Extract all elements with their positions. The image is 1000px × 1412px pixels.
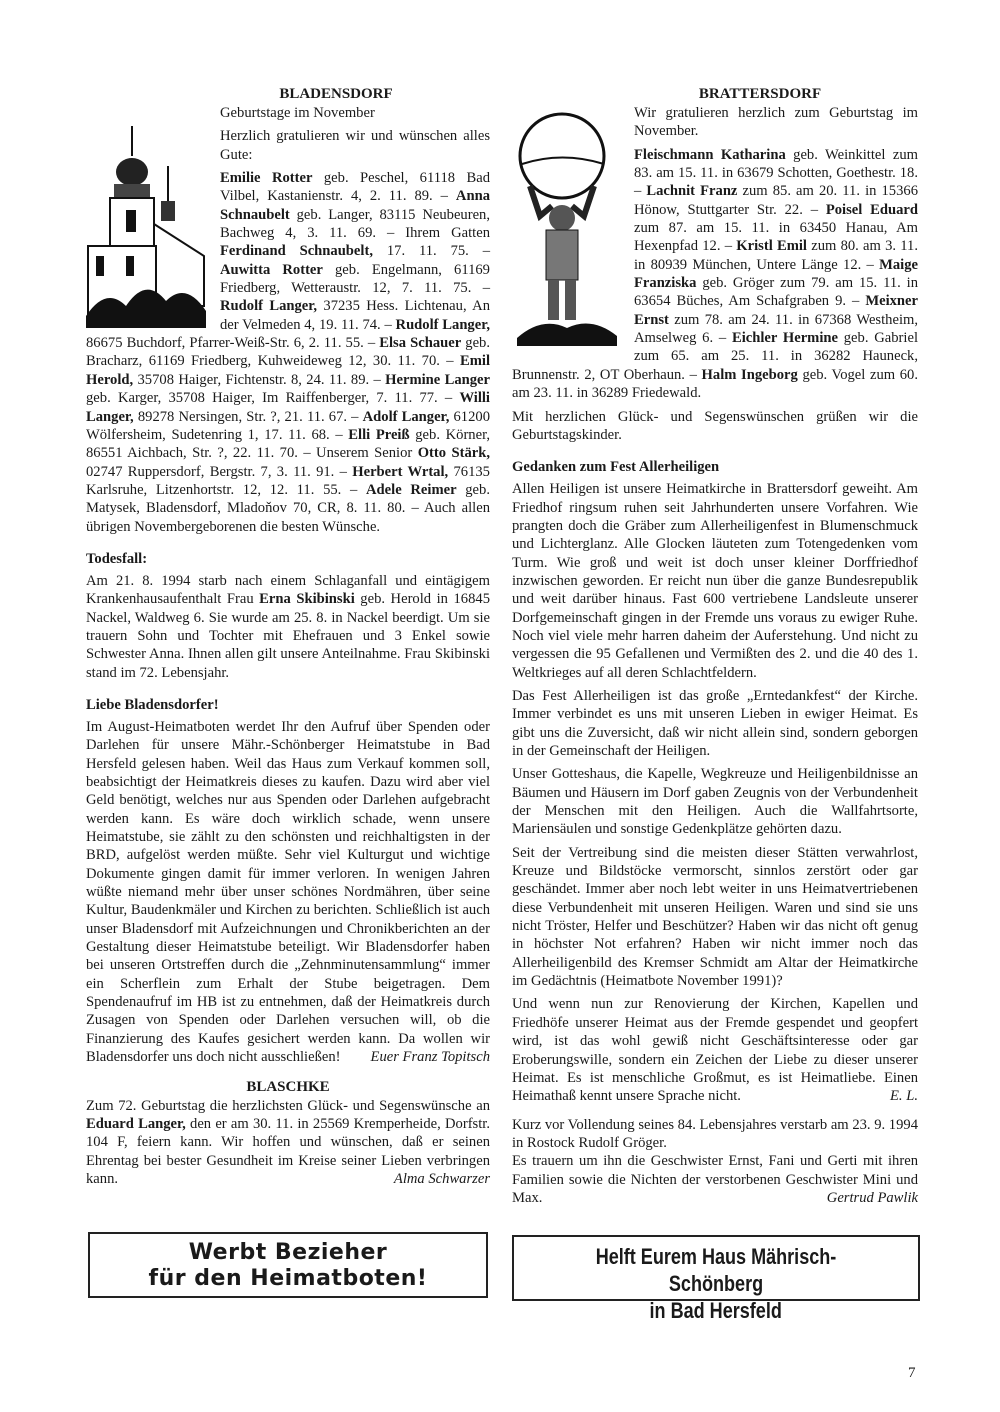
person-name: Anna Schnaubelt (220, 188, 490, 223)
text-segment: geb. Vogel zum 60. am 23. 11. in 36289 Friedewald. (512, 366, 919, 402)
subtitle: Geburtstage im November (220, 105, 375, 121)
person-name: Rudolf Langer, (395, 316, 490, 333)
text-segment: 35708 Haiger, Fichtenstr. 8, 24. 11. 89. – (133, 371, 386, 388)
person-name: Elsa Schauer (379, 335, 462, 352)
appeal-text (86, 718, 490, 1067)
section-title-liebe-bladensdorfer: Liebe Bladensdorfer! (86, 696, 219, 713)
person-name: Poisel Eduard (825, 201, 918, 218)
person-name: Emil Herold, (86, 353, 490, 388)
left-column (86, 84, 490, 1193)
ad-box-helft-eurem-haus (512, 1235, 920, 1323)
text-segment: 17. 11. 75. – (372, 243, 490, 260)
text-segment: 61200 Wölfersheim, Sudetenring 1, 17. 11. 68. – (86, 408, 490, 443)
text-segment: 86675 Buchdorf, Pfarrer-Weiß-Str. 6, 2. 11. 55. – (86, 335, 380, 352)
text-segment: Im August-Heimatboten werdet Ihr den Aufruf über Spenden oder Darlehen für unsere Mähr.-Schönberger Heimatstube in Bad Hersfeld gelesen haben. Weil das Haus zum Verkauf kommen soll, beabsichtigt der Heimatkreis dieses zu kaufen. Dazu wird aber viel Geld benötigt, welches nur aus Spenden oder Darlehen aufgebracht werden kann. Es wäre doch wirklich schade, wenn unsere Heimatstube, sie zählt zu den schönsten und reichhaltigsten in der BRD, aufgelöst werden müßte. Sehr viel Kulturgut und wichtige Dokumente gingen damit für immer verloren. In wenigen Jahren wüßte niemand mehr über unser schönes Nordmähren, über seine Kultur, Baudenkmäler und Kirchen zu berichten. Schließlich ist auch unser Bladensdorf mit Aufzeichnungen und Chronikberichten an der Gestaltung dieser Heimatstube beteiligt. Wir Bladensdorfer haben bei unseren Ortstreffen durch die „Zehnminutensammlung“ immer ein Scherflein zum Erhalt der Stube beigetragen. Dem Spendenaufruf im HB ist zu entnehmen, daß der Heimatkreis durch Zusagen von Spenden oder Darlehen versuchen will, ob die Finanzierung des Kaufes gesichert werden kann. Da wollen wir Bladensdorfer uns doch nicht ausschließen! (86, 718, 490, 1066)
section-title-blaschke: BLASCHKE (246, 1078, 330, 1095)
text-segment: geb. Langer, 83115 Neubeuren, Bachweg 4, 3. 11. 69. – Ihrem Gatten (220, 206, 490, 242)
section-title-allerheiligen: Gedanken zum Fest Allerheiligen (512, 459, 720, 476)
text-segment: 76135 Karlsruhe, Litzenhortstr. 12, 12. 11. 55. – (86, 463, 490, 498)
intro-text: Wir gratulieren herzlich zum Geburtstag im November. (634, 105, 918, 140)
allerheiligen-paragraph: Allen Heiligen ist unsere Heimatkirche in Brattersdorf geweiht. Am Friedhof ringsum ruhen seit Jahrhunderten unsere Vorfahren. Wie prangten doch die Gräber zum Allerheiligenfest in Blumenschmuck und Lichterglanz. Alle Glocken läuteten zum Totengedenken vom Turm. Wie groß und weit ist doch unser kleiner Dorffriedhof inzwischen geworden. Er reicht nun über die ganze Bundesrepublik und weit darüber hinaus. Fast 600 vertriebene Landsleute unserer Dorfgemeinschaft gingen in der Fremde uns voraus zu ewiger Ruhe. Noch viel viele mehr harren daheim der Auferstehung. Und nicht zu vergessen die 95 Gefallenen und Vermißten des 2. und die 40 des 1. Weltkrieges auf all deren Schlachtfeldern. (512, 481, 918, 681)
text-segment: 02747 Ruppersdorf, Bergstr. 7, 3. 11. 91. – (86, 463, 353, 480)
text-segment: den er am 30. 11. in 25569 Kremperheide, Dorfstr. 104 F, feiern kann. Wir hoffen und wünschen, daß er seinen Ehrentag bei bester Gesundheit im Kreise seiner Lieben verbringen kann. (86, 1115, 490, 1187)
allerheiligen-paragraph: Seit der Vertreibung sind die meisten dieser Stätten verwahrlost, Kreuze und Bildstöcke vermorscht, sinnlos zerstört oder gar geschändet. Immer aber noch lebt weiter in uns Heimatvertriebenen diese Verbundenheit mit unseren Heiligen. Waren und sind sie uns nicht Tröster, Helfer und Beschützer? Haben wir das nicht oft genug in höchster Not erfahren? Haben wir nicht immer noch das Allerheiligenbild des Kremser Schmidt am Altar der Heimatkirche im Gedächtnis (Heimatbote November 1991)? (512, 844, 918, 990)
person-name: Ferdinand Schnaubelt, (220, 243, 373, 260)
ad-line: für den Heimatboten! (148, 1266, 428, 1291)
text-segment: 89278 Nersingen, Str. ?, 21. 11. 67. – (133, 408, 363, 425)
page-number: 7 (908, 1365, 916, 1381)
text-segment: geb. Peschel, 61118 Bad Vilbel, Kastanienstr. 4, 2. 11. 89. – (220, 170, 490, 205)
right-column (512, 84, 918, 1212)
intro-text: Herzlich gratulieren wir und wünschen alles Gute: (220, 128, 490, 163)
death-notice-text: Kurz vor Vollendung seines 84. Lebensjahres verstarb am 23. 9. 1994 in Rostock Rudolf Gröger. (512, 1116, 918, 1151)
person-name: Hermine Langer (385, 371, 490, 388)
text-segment: zum 85. am 20. 11. in 15366 Hönow, Stuttgarter Str. 22. – (634, 183, 918, 218)
allerheiligen-paragraph: Unser Gotteshaus, die Kapelle, Wegkreuze und Heiligenbildnisse an Bäumen und Häusern im Dorf gaben Zeugnis von der Verbundenheit der Menschen mit den Heiligen. Auch die Wallfahrtsorte, Mariensäulen und sonstige Gedenkplätze gehörten dazu. (512, 766, 918, 838)
section-title-todesfall: Todesfall: (86, 550, 148, 567)
person-name: Otto Stärk, (417, 445, 490, 462)
text-segment: geb. Karger, 35708 Haiger, Im Raiffenberger, 7. 11. 77. – (86, 390, 460, 407)
person-name: Emilie Rotter (220, 170, 313, 187)
signature: E. L. (890, 1088, 918, 1105)
person-name: Elli Preiß (348, 426, 410, 443)
person-name: Lachnit Franz (646, 183, 738, 200)
person-name: Erna Skibinski (259, 591, 355, 608)
text-segment: Zum 72. Geburtstag die herzlichsten Glück- und Segenswünsche an (86, 1097, 490, 1114)
person-name: Auwitta Rotter (220, 261, 323, 278)
text-segment: geb. Herold in 16845 Nackel, Waldweg 6. Sie wurde am 25. 8. in Nackel beerdigt. Um sie trauern Sohn und Tochter mit Ehefrauen und 3 Enkel sowie Schwester Anna. Ihnen allen gilt unsere Anteilnahme. Frau Skibinski stand im 72. Lebensjahr. (86, 591, 490, 681)
person-name: Rudolf Langer, (220, 298, 318, 315)
person-name: Meixner Ernst (634, 293, 918, 328)
signature: Alma Schwarzer (393, 1170, 490, 1187)
person-name: Fleischmann Katharina (634, 146, 786, 163)
allerheiligen-paragraph: Und wenn nun zur Renovierung der Kirchen, Kapellen und Friedhöfe unserer Heimat aus der Fremde gespendet und geopfert wird, ist das wohl gewiß nicht Geschäftsinteresse oder gar Eroberungswille, sondern ein Zeichen der Liebe zu dieser unserer Heimat. Es ist menschliche Großmut, es ist Heimatliebe. Einen Heimathaß kennt unsere Sprache nicht. E. L. (512, 996, 918, 1105)
section-title-brattersdorf: BRATTERSDORF (698, 86, 822, 102)
person-name: Adele Reimer (366, 481, 457, 498)
text-segment: 37235 Hess. Lichtenau, An der Velmeden 4, 19. 11. 74. – (220, 298, 490, 333)
person-name: Adolf Langer, (362, 408, 450, 425)
person-name: Halm Ingeborg (701, 366, 798, 383)
atlas-statue-illustration (512, 106, 620, 346)
person-name: Kristl Emil (736, 238, 807, 255)
ad-line: in Bad Hersfeld (649, 1298, 783, 1323)
text-segment: geb. Engelmann, 61169 Friedberg, Wetteraustr. 12, 7. 11. 75. – (220, 261, 490, 297)
person-name: Herbert Wrtal, (352, 463, 449, 480)
ad-box-werbt-bezieher (88, 1232, 488, 1298)
text-segment: geb. Matysek, Bladensdorf, Mladoňov 70, CR, 8. 11. 80. – Auch allen übrigen Novembergeborenen die besten Wünsche. (86, 481, 490, 535)
text-segment: zum 78. am 24. 11. in 67368 Westheim, Amselweg 6. – (634, 311, 918, 347)
church-illustration (86, 106, 206, 328)
signature: Gertrud Pawlik (826, 1189, 918, 1206)
person-name: Eichler Hermine (731, 330, 838, 347)
person-name: Willi Langer, (86, 390, 490, 425)
text-segment: zum 80. am 3. 11. in 80939 München, Untere Länge 12. – (634, 238, 918, 273)
text-segment: geb. Gröger zum 79. am 15. 11. in 63654 Büches, Am Schafgraben 9. – (634, 275, 918, 310)
section-title-bladensdorf: BLADENSDORF (279, 86, 393, 102)
text-segment: zum 87. am 15. 11. in 63450 Hanau, Am Hexenpfad 12. – (634, 220, 918, 255)
text-segment: geb. Bracharz, 61169 Friedberg, Kuhweideweg 12, 30. 11. 70. – (86, 335, 490, 370)
text-segment: geb. Weinkittel zum 83. am 15. 11. in 63679 Schotten, Goethestr. 18. – (634, 146, 918, 200)
ad-line: Helft Eurem Haus Mährisch-Schönberg (595, 1244, 837, 1296)
person-name: Maige Franziska (634, 256, 918, 292)
person-name: Eduard Langer, (86, 1115, 186, 1132)
text-segment: geb. Körner, 86551 Aichbach, Str. ?, 22. 11. 70. – Unserem Senior (86, 426, 491, 462)
text-segment: geb. Gabriel zum 65. am 25. 11. in 36282 Hauneck, Brunnenstr. 2, OT Oberhaun. – (512, 330, 919, 383)
obituary-text (86, 572, 490, 682)
mourners-text: Es trauern um ihn die Geschwister Ernst, Fani und Gerti mit ihren Familien sowie die Nichten der verstorbenen Geschwister Mini und Max. Gertrud Pawlik (512, 1153, 918, 1206)
closing-text: Mit herzlichen Glück- und Segenswünschen grüßen wir die Geburtstagskinder. (512, 408, 918, 443)
signature: Euer Franz Topitsch (370, 1049, 490, 1066)
blaschke-text (86, 1097, 490, 1189)
allerheiligen-paragraph: Das Fest Allerheiligen ist das große „Erntedankfest“ der Kirche. Immer verbindet es uns mit unseren Lieben in ewiger Heimat. Es gibt uns die Zuversicht, daß wir nicht allein sind, sondern geborgen in der Gemeinschaft der Heiligen. (512, 687, 918, 759)
text-segment: Am 21. 8. 1994 starb nach einem Schlaganfall und eintägigem Krankenhausaufenthalt Frau (86, 572, 490, 608)
ad-line: Werbt Bezieher (188, 1240, 388, 1265)
